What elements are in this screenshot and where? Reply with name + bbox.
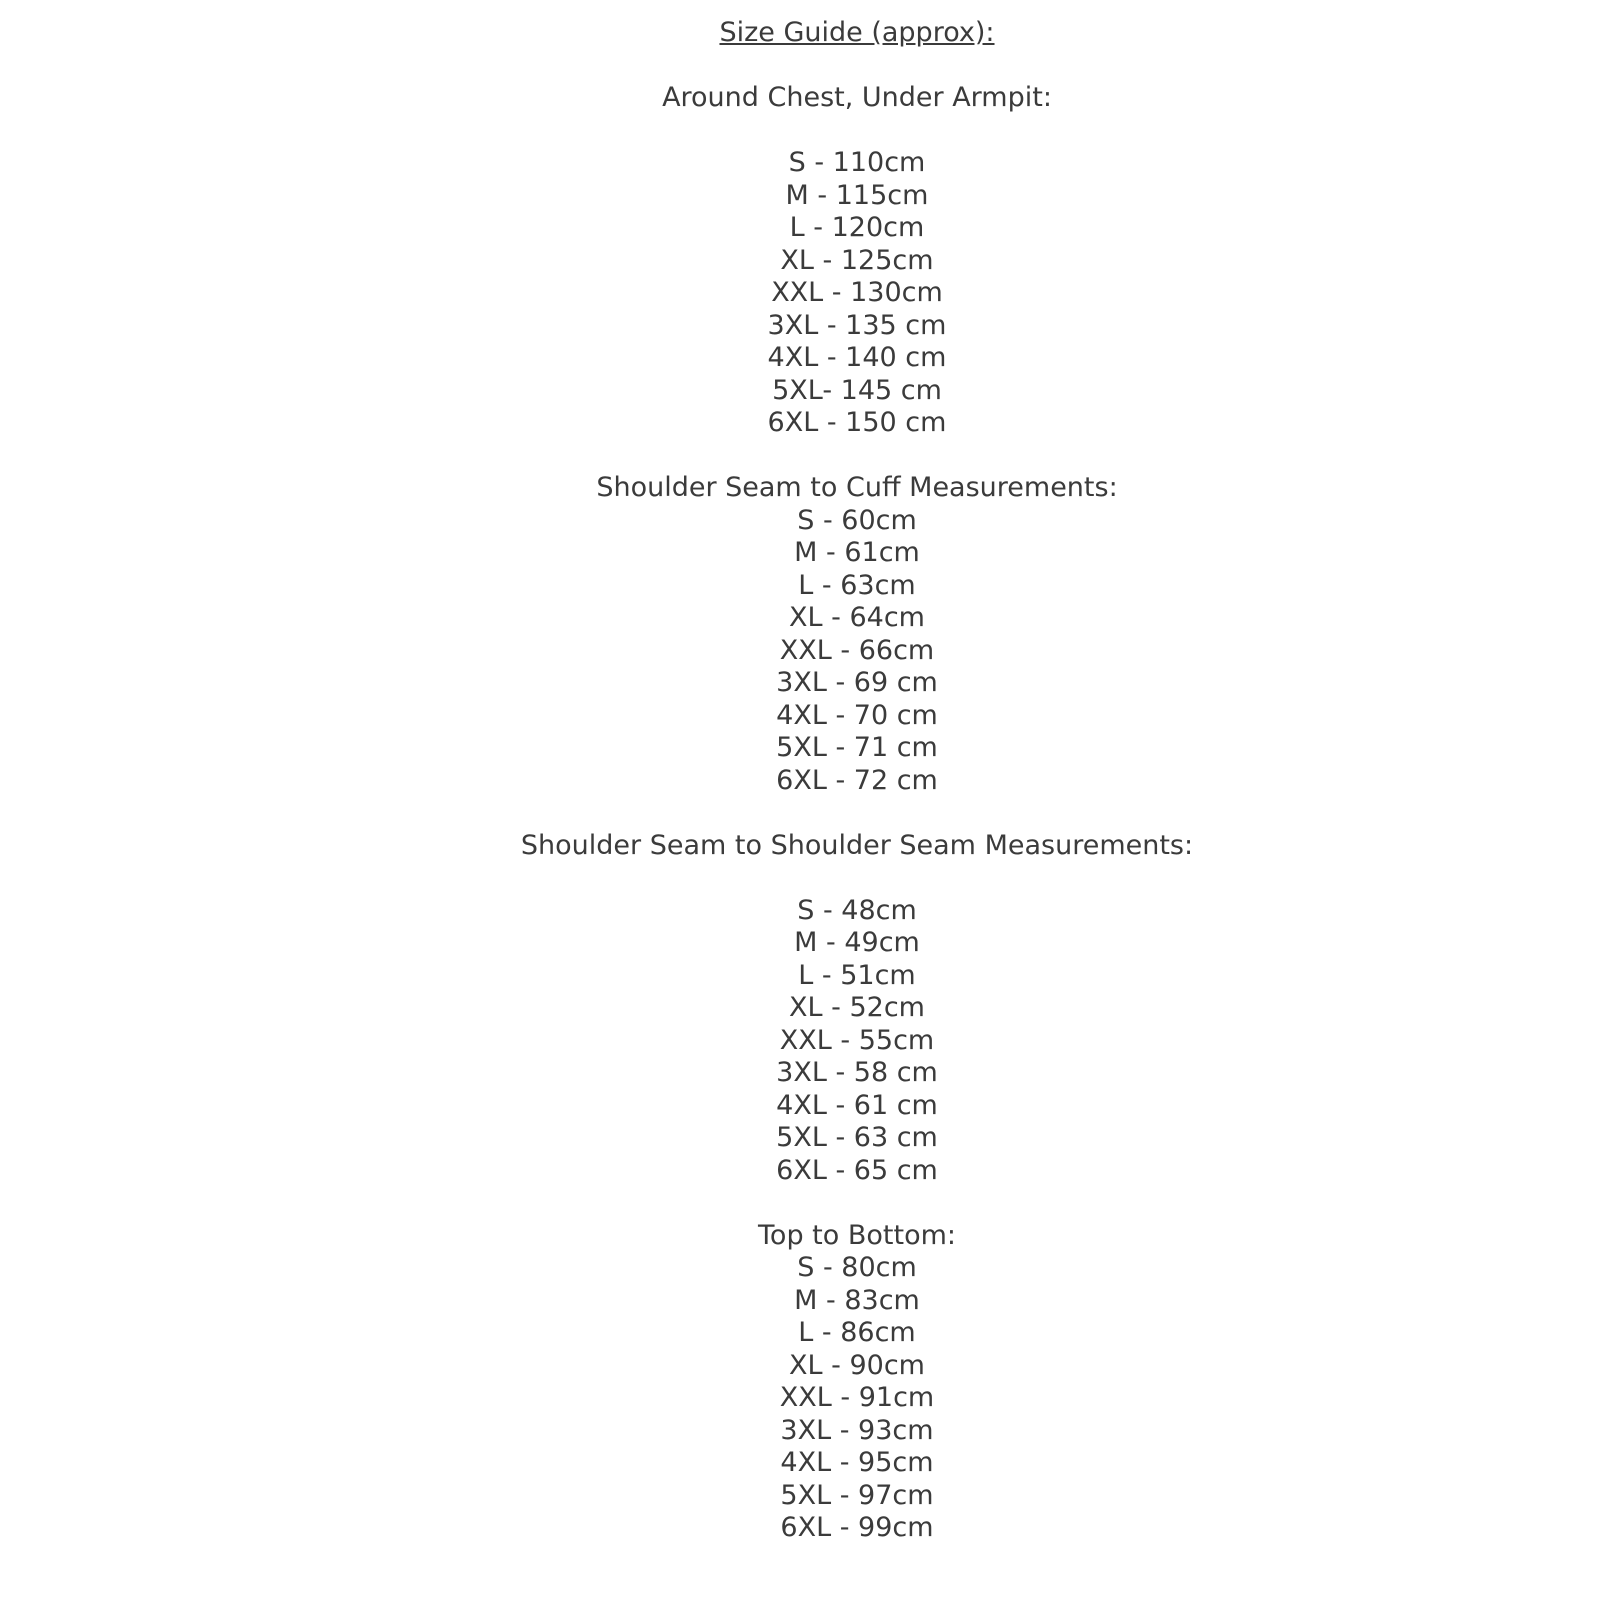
blank-line: [114, 440, 1600, 473]
size-row: 5XL - 97cm: [780, 1479, 934, 1511]
size-row: XL - 52cm: [789, 992, 925, 1023]
size-row: XL - 125cm: [780, 244, 934, 276]
size-row: 3XL - 58 cm: [776, 1057, 938, 1088]
size-row: S - 80cm: [797, 1252, 917, 1283]
blank-line: [114, 1187, 1600, 1220]
size-row: 5XL- 145 cm: [772, 374, 942, 406]
blank-line: [114, 797, 1600, 830]
size-row: 3XL - 93cm: [780, 1414, 934, 1446]
size-row: S - 110cm: [788, 147, 926, 178]
size-row: 6XL - 72 cm: [776, 764, 938, 796]
size-row: XXL - 130cm: [771, 277, 943, 308]
section-heading-shoulder: Shoulder Seam to Shoulder Seam Measurements:: [520, 829, 1194, 861]
size-row: XXL - 91cm: [779, 1382, 935, 1413]
size-row: XXL - 55cm: [779, 1024, 935, 1056]
size-row: M - 115cm: [785, 179, 929, 211]
size-row: M - 49cm: [794, 927, 920, 958]
size-row: 4XL - 70 cm: [776, 699, 938, 731]
size-row: 5XL - 71 cm: [776, 732, 938, 763]
size-row: S - 48cm: [797, 894, 917, 926]
size-row: 6XL - 99cm: [780, 1512, 934, 1543]
size-row: 4XL - 95cm: [780, 1447, 934, 1478]
size-row: 3XL - 135 cm: [767, 309, 947, 341]
blank-line: [114, 862, 1600, 895]
blank-line: [114, 50, 1600, 83]
size-row: 4XL - 140 cm: [767, 342, 947, 373]
size-row: 5XL - 63 cm: [776, 1122, 938, 1153]
size-row: 6XL - 65 cm: [776, 1154, 938, 1186]
size-row: L - 86cm: [798, 1317, 916, 1348]
size-row: 4XL - 61 cm: [776, 1089, 938, 1121]
size-row: M - 83cm: [794, 1284, 920, 1316]
section-heading-cuff: Shoulder Seam to Cuff Measurements:: [596, 472, 1118, 503]
size-row: M - 61cm: [794, 537, 920, 568]
page-title: Size Guide (approx):: [719, 17, 995, 48]
section-heading-length: Top to Bottom:: [758, 1219, 956, 1251]
size-row: XL - 90cm: [789, 1349, 925, 1381]
blank-line: [114, 115, 1600, 148]
size-row: L - 51cm: [798, 959, 916, 991]
section-heading-chest: Around Chest, Under Armpit:: [662, 82, 1052, 113]
size-row: L - 120cm: [789, 212, 925, 243]
size-row: S - 60cm: [797, 504, 917, 536]
size-row: L - 63cm: [798, 569, 916, 601]
size-row: XXL - 66cm: [779, 634, 935, 666]
size-row: 6XL - 150 cm: [767, 407, 947, 438]
size-row: 3XL - 69 cm: [776, 667, 938, 698]
size-row: XL - 64cm: [789, 602, 925, 633]
